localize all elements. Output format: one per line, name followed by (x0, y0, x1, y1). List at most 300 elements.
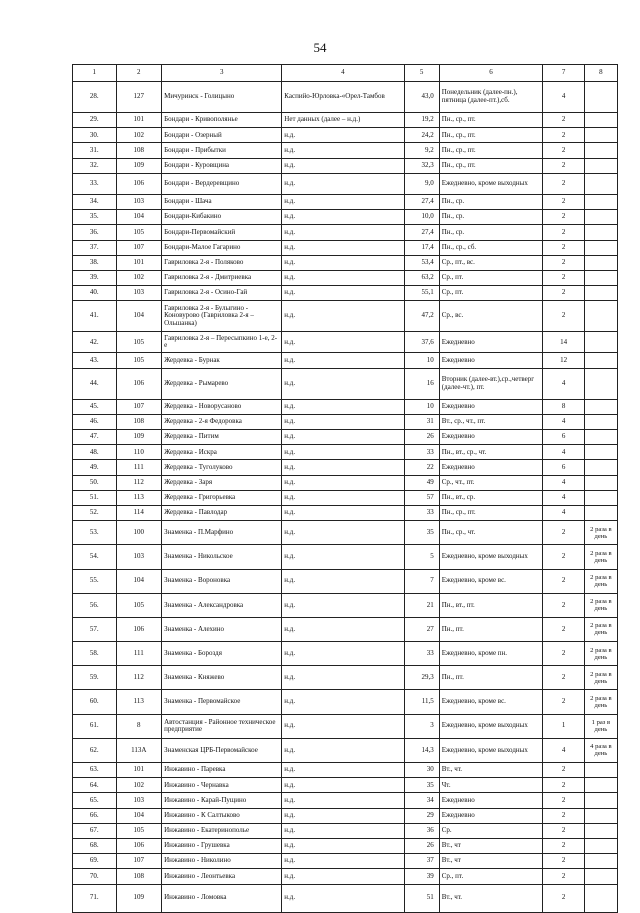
route-code-cell: 111 (116, 642, 162, 666)
distance-cell: 47,2 (404, 301, 439, 332)
route-code-cell: 113 (116, 490, 162, 505)
table-row (73, 414, 618, 429)
route-name-cell: Бондари - Шача (162, 194, 282, 209)
route-via-cell: н.д. (282, 368, 404, 399)
route-code-cell: 105 (116, 353, 162, 368)
route-name-cell: Гавриловка 2-я - Дмитриевка (162, 270, 282, 285)
route-name-cell: Инжавино - Карай-Пущино (162, 793, 282, 808)
note-cell (584, 445, 617, 460)
route-via-cell: н.д. (282, 332, 404, 353)
route-name-cell: Жердевка - Заря (162, 475, 282, 490)
route-via-cell: н.д. (282, 445, 404, 460)
trips-cell: 2 (543, 255, 584, 270)
row-number-cell: 41. (73, 301, 117, 332)
trips-cell: 2 (543, 690, 584, 714)
distance-cell: 11,5 (404, 690, 439, 714)
distance-cell: 39 (404, 869, 439, 884)
note-cell (584, 82, 617, 113)
trips-cell: 2 (543, 884, 584, 912)
schedule-cell: Пн., ср. (439, 225, 543, 240)
route-via-cell: н.д. (282, 430, 404, 445)
row-number-cell: 63. (73, 763, 117, 778)
route-code-cell: 103 (116, 194, 162, 209)
row-number-cell: 35. (73, 210, 117, 225)
route-name-cell: Инжавино - Паревка (162, 763, 282, 778)
distance-cell: 57 (404, 490, 439, 505)
header-row (73, 65, 618, 82)
note-cell (584, 270, 617, 285)
trips-cell: 6 (543, 460, 584, 475)
row-number-cell: 57. (73, 617, 117, 641)
table-row (73, 642, 618, 666)
schedule-cell: Понедельник (далее-пн.), пятница (далее-пт.),сб. (439, 82, 543, 113)
row-number-cell: 38. (73, 255, 117, 270)
route-name-cell: Жердевка - Туголуково (162, 460, 282, 475)
table-row (73, 225, 618, 240)
note-cell (584, 505, 617, 520)
column-header-2: 2 (116, 65, 162, 82)
table-row (73, 353, 618, 368)
trips-cell: 4 (543, 505, 584, 520)
schedule-cell: Вт., чт (439, 838, 543, 853)
schedule-cell: Вт., чт. (439, 884, 543, 912)
route-name-cell: Знаменка - Вороновка (162, 569, 282, 593)
route-name-cell: Автостанция - Районное техническое предприятие (162, 714, 282, 738)
note-cell (584, 301, 617, 332)
route-via-cell: н.д. (282, 194, 404, 209)
note-cell (584, 399, 617, 414)
row-number-cell: 71. (73, 884, 117, 912)
row-number-cell: 42. (73, 332, 117, 353)
route-via-cell: н.д. (282, 521, 404, 545)
trips-cell: 4 (543, 82, 584, 113)
schedule-cell: Ежедневно, кроме выходных (439, 714, 543, 738)
distance-cell: 33 (404, 642, 439, 666)
distance-cell: 27,4 (404, 194, 439, 209)
table-row (73, 738, 618, 762)
column-header-3: 3 (162, 65, 282, 82)
table-row (73, 143, 618, 158)
schedule-cell: Вт., чт (439, 854, 543, 869)
route-via-cell: н.д. (282, 255, 404, 270)
route-via-cell: н.д. (282, 838, 404, 853)
row-number-cell: 67. (73, 823, 117, 838)
route-via-cell: н.д. (282, 778, 404, 793)
row-number-cell: 34. (73, 194, 117, 209)
column-header-5: 5 (404, 65, 439, 82)
route-code-cell: 104 (116, 808, 162, 823)
table-row (73, 128, 618, 143)
route-name-cell: Знаменка - Первомайское (162, 690, 282, 714)
table-row (73, 666, 618, 690)
row-number-cell: 44. (73, 368, 117, 399)
route-via-cell: н.д. (282, 353, 404, 368)
note-cell: 2 раза в день (584, 666, 617, 690)
trips-cell: 2 (543, 521, 584, 545)
route-name-cell: Знаменка - Никольское (162, 545, 282, 569)
route-code-cell: 113А (116, 738, 162, 762)
trips-cell: 2 (543, 173, 584, 194)
note-cell (584, 143, 617, 158)
row-number-cell: 46. (73, 414, 117, 429)
schedule-cell: Ежедневно (439, 460, 543, 475)
route-code-cell: 127 (116, 82, 162, 113)
schedule-cell: Ср. (439, 823, 543, 838)
route-code-cell: 8 (116, 714, 162, 738)
table-row (73, 545, 618, 569)
row-number-cell: 50. (73, 475, 117, 490)
route-via-cell: н.д. (282, 270, 404, 285)
table-row (73, 113, 618, 128)
trips-cell: 1 (543, 714, 584, 738)
distance-cell: 35 (404, 521, 439, 545)
table-row (73, 569, 618, 593)
note-cell (584, 778, 617, 793)
route-name-cell: Бондари - Кривополянье (162, 113, 282, 128)
schedule-cell: Пн., вт., ср. (439, 490, 543, 505)
route-code-cell: 103 (116, 793, 162, 808)
note-cell: 2 раза в день (584, 569, 617, 593)
trips-cell: 2 (543, 617, 584, 641)
table-row (73, 430, 618, 445)
route-name-cell: Инжавино - К Салтыково (162, 808, 282, 823)
route-name-cell: Бондари-Малое Гагарино (162, 240, 282, 255)
route-code-cell: 108 (116, 143, 162, 158)
trips-cell: 2 (543, 545, 584, 569)
row-number-cell: 37. (73, 240, 117, 255)
note-cell (584, 793, 617, 808)
row-number-cell: 49. (73, 460, 117, 475)
schedule-cell: Вт., чт. (439, 763, 543, 778)
route-code-cell: 104 (116, 569, 162, 593)
distance-cell: 10 (404, 353, 439, 368)
trips-cell: 4 (543, 368, 584, 399)
note-cell: 2 раза в день (584, 617, 617, 641)
route-code-cell: 108 (116, 869, 162, 884)
row-number-cell: 48. (73, 445, 117, 460)
route-via-cell: н.д. (282, 545, 404, 569)
route-via-cell: н.д. (282, 414, 404, 429)
route-code-cell: 103 (116, 286, 162, 301)
route-via-cell: н.д. (282, 475, 404, 490)
route-via-cell: н.д. (282, 490, 404, 505)
route-name-cell: Жердевка - Григорьевка (162, 490, 282, 505)
route-code-cell: 105 (116, 225, 162, 240)
route-via-cell: н.д. (282, 460, 404, 475)
route-name-cell: Бондари - Вердеревщино (162, 173, 282, 194)
distance-cell: 7 (404, 569, 439, 593)
row-number-cell: 31. (73, 143, 117, 158)
table-row (73, 301, 618, 332)
note-cell: 1 раз в день (584, 714, 617, 738)
route-name-cell: Жердевка - Искра (162, 445, 282, 460)
trips-cell: 2 (543, 666, 584, 690)
schedule-cell: Ежедневно, кроме вс. (439, 569, 543, 593)
distance-cell: 5 (404, 545, 439, 569)
row-number-cell: 43. (73, 353, 117, 368)
schedule-cell: Ежедневно (439, 793, 543, 808)
route-name-cell: Знаменка - Княжево (162, 666, 282, 690)
note-cell (584, 240, 617, 255)
note-cell (584, 286, 617, 301)
note-cell (584, 113, 617, 128)
row-number-cell: 29. (73, 113, 117, 128)
route-name-cell: Гавриловка 2-я - Булыгино - Коновурово (Гавриловка 2-я – Ольшанка) (162, 301, 282, 332)
distance-cell: 51 (404, 884, 439, 912)
schedule-cell: Ежедневно, кроме выходных (439, 545, 543, 569)
schedule-cell: Ср., пт. (439, 270, 543, 285)
distance-cell: 29,3 (404, 666, 439, 690)
route-name-cell: Бондари-Кибакино (162, 210, 282, 225)
trips-cell: 4 (543, 490, 584, 505)
distance-cell: 53,4 (404, 255, 439, 270)
note-cell (584, 353, 617, 368)
route-code-cell: 108 (116, 414, 162, 429)
route-code-cell: 100 (116, 521, 162, 545)
route-code-cell: 105 (116, 332, 162, 353)
route-code-cell: 103 (116, 545, 162, 569)
note-cell (584, 173, 617, 194)
route-name-cell: Знаменка - П.Марфино (162, 521, 282, 545)
trips-cell: 2 (543, 778, 584, 793)
route-code-cell: 112 (116, 475, 162, 490)
distance-cell: 9,2 (404, 143, 439, 158)
trips-cell: 2 (543, 158, 584, 173)
note-cell: 2 раза в день (584, 521, 617, 545)
route-code-cell: 101 (116, 113, 162, 128)
schedule-cell: Ежедневно (439, 808, 543, 823)
note-cell (584, 414, 617, 429)
trips-cell: 2 (543, 763, 584, 778)
schedule-cell: Пн., ср., пт. (439, 128, 543, 143)
route-name-cell: Жердевка - Питим (162, 430, 282, 445)
distance-cell: 29 (404, 808, 439, 823)
table-row (73, 270, 618, 285)
distance-cell: 37 (404, 854, 439, 869)
note-cell (584, 210, 617, 225)
schedule-cell: Пн., вт., пт. (439, 593, 543, 617)
row-number-cell: 30. (73, 128, 117, 143)
route-via-cell: н.д. (282, 505, 404, 520)
table-row (73, 854, 618, 869)
note-cell (584, 823, 617, 838)
table-row (73, 158, 618, 173)
table-row (73, 286, 618, 301)
routes-table (72, 64, 618, 913)
note-cell (584, 430, 617, 445)
trips-cell: 4 (543, 738, 584, 762)
row-number-cell: 33. (73, 173, 117, 194)
route-code-cell: 105 (116, 823, 162, 838)
route-via-cell: н.д. (282, 642, 404, 666)
schedule-cell: Ср., вс. (439, 301, 543, 332)
trips-cell: 2 (543, 301, 584, 332)
column-header-1: 1 (73, 65, 117, 82)
route-code-cell: 104 (116, 301, 162, 332)
schedule-cell: Ежедневно (439, 353, 543, 368)
schedule-cell: Ежедневно (439, 430, 543, 445)
distance-cell: 34 (404, 793, 439, 808)
trips-cell: 4 (543, 414, 584, 429)
table-row (73, 521, 618, 545)
row-number-cell: 58. (73, 642, 117, 666)
route-name-cell: Бондари - Прибытки (162, 143, 282, 158)
table-row (73, 793, 618, 808)
route-name-cell: Знаменка - Александровка (162, 593, 282, 617)
route-code-cell: 112 (116, 666, 162, 690)
distance-cell: 30 (404, 763, 439, 778)
route-code-cell: 106 (116, 617, 162, 641)
schedule-cell: Пн., ср., сб. (439, 240, 543, 255)
route-code-cell: 102 (116, 128, 162, 143)
route-name-cell: Гавриловка 2-я – Пересыпкино 1-е, 2-е (162, 332, 282, 353)
trips-cell: 4 (543, 475, 584, 490)
route-via-cell: н.д. (282, 738, 404, 762)
trips-cell: 2 (543, 194, 584, 209)
distance-cell: 19,2 (404, 113, 439, 128)
table-row (73, 399, 618, 414)
route-name-cell: Бондари - Озерный (162, 128, 282, 143)
distance-cell: 35 (404, 778, 439, 793)
route-code-cell: 110 (116, 445, 162, 460)
page-number: 54 (313, 40, 327, 55)
route-code-cell: 102 (116, 270, 162, 285)
schedule-cell: Пн., ср., пт. (439, 113, 543, 128)
distance-cell: 27 (404, 617, 439, 641)
schedule-cell: Пн., вт., ср., чт. (439, 445, 543, 460)
distance-cell: 17,4 (404, 240, 439, 255)
route-via-cell: Нет данных (далее – н.д.) (282, 113, 404, 128)
route-via-cell: н.д. (282, 225, 404, 240)
route-name-cell: Бондари-Первомайский (162, 225, 282, 240)
route-via-cell: н.д. (282, 869, 404, 884)
route-code-cell: 109 (116, 430, 162, 445)
row-number-cell: 47. (73, 430, 117, 445)
table-row (73, 763, 618, 778)
route-via-cell: н.д. (282, 158, 404, 173)
route-code-cell: 111 (116, 460, 162, 475)
distance-cell: 37,6 (404, 332, 439, 353)
route-via-cell: н.д. (282, 173, 404, 194)
schedule-cell: Ср., пт., вс. (439, 255, 543, 270)
distance-cell: 9,0 (404, 173, 439, 194)
table-row (73, 884, 618, 912)
note-cell: 4 раза в день (584, 738, 617, 762)
trips-cell: 2 (543, 225, 584, 240)
route-via-cell: н.д. (282, 240, 404, 255)
route-via-cell: н.д. (282, 823, 404, 838)
route-name-cell: Гавриловка 2-я - Осино-Гай (162, 286, 282, 301)
route-code-cell: 106 (116, 838, 162, 853)
distance-cell: 36 (404, 823, 439, 838)
note-cell (584, 838, 617, 853)
distance-cell: 31 (404, 414, 439, 429)
row-number-cell: 51. (73, 490, 117, 505)
schedule-cell: Чт. (439, 778, 543, 793)
row-number-cell: 68. (73, 838, 117, 853)
trips-cell: 2 (543, 569, 584, 593)
route-via-cell: н.д. (282, 690, 404, 714)
table-row (73, 690, 618, 714)
note-cell: 2 раза в день (584, 690, 617, 714)
row-number-cell: 55. (73, 569, 117, 593)
row-number-cell: 56. (73, 593, 117, 617)
route-via-cell: н.д. (282, 399, 404, 414)
row-number-cell: 61. (73, 714, 117, 738)
distance-cell: 27,4 (404, 225, 439, 240)
trips-cell: 2 (543, 593, 584, 617)
note-cell (584, 475, 617, 490)
route-via-cell: н.д. (282, 854, 404, 869)
route-via-cell: н.д. (282, 617, 404, 641)
route-code-cell: 109 (116, 158, 162, 173)
table-row (73, 490, 618, 505)
trips-cell: 2 (543, 823, 584, 838)
row-number-cell: 70. (73, 869, 117, 884)
route-name-cell: Гавриловка 2-я - Поляково (162, 255, 282, 270)
route-name-cell: Знаменская ЦРБ-Первомайское (162, 738, 282, 762)
route-code-cell: 106 (116, 173, 162, 194)
row-number-cell: 65. (73, 793, 117, 808)
schedule-cell: Вт., ср., чт., пт. (439, 414, 543, 429)
note-cell (584, 854, 617, 869)
table-row (73, 445, 618, 460)
table-row (73, 714, 618, 738)
column-header-4: 4 (282, 65, 404, 82)
trips-cell: 2 (543, 793, 584, 808)
route-name-cell: Инжавино - Николино (162, 854, 282, 869)
route-via-cell: н.д. (282, 286, 404, 301)
schedule-cell: Ср., пт. (439, 286, 543, 301)
route-via-cell: н.д. (282, 593, 404, 617)
trips-cell: 2 (543, 854, 584, 869)
route-name-cell: Знаменка - Алехино (162, 617, 282, 641)
trips-cell: 2 (543, 642, 584, 666)
note-cell (584, 225, 617, 240)
route-code-cell: 102 (116, 778, 162, 793)
distance-cell: 63,2 (404, 270, 439, 285)
schedule-cell: Пн., пт. (439, 666, 543, 690)
trips-cell: 2 (543, 113, 584, 128)
route-name-cell: Бондари - Куровщина (162, 158, 282, 173)
row-number-cell: 62. (73, 738, 117, 762)
schedule-cell: Пн., ср. (439, 210, 543, 225)
route-name-cell: Мичуринск - Голицыно (162, 82, 282, 113)
schedule-cell: Ежедневно (439, 399, 543, 414)
note-cell (584, 368, 617, 399)
trips-cell: 2 (543, 128, 584, 143)
row-number-cell: 52. (73, 505, 117, 520)
distance-cell: 10 (404, 399, 439, 414)
distance-cell: 32,3 (404, 158, 439, 173)
distance-cell: 49 (404, 475, 439, 490)
column-header-7: 7 (543, 65, 584, 82)
distance-cell: 26 (404, 838, 439, 853)
note-cell: 2 раза в день (584, 545, 617, 569)
note-cell (584, 128, 617, 143)
distance-cell: 16 (404, 368, 439, 399)
route-name-cell: Инжавино - Ломовка (162, 884, 282, 912)
route-name-cell: Жердевка - Павлодар (162, 505, 282, 520)
route-name-cell: Инжавино - Екатеринополье (162, 823, 282, 838)
distance-cell: 26 (404, 430, 439, 445)
table-row (73, 332, 618, 353)
trips-cell: 2 (543, 286, 584, 301)
table-row (73, 240, 618, 255)
trips-cell: 2 (543, 869, 584, 884)
note-cell (584, 763, 617, 778)
distance-cell: 10,0 (404, 210, 439, 225)
